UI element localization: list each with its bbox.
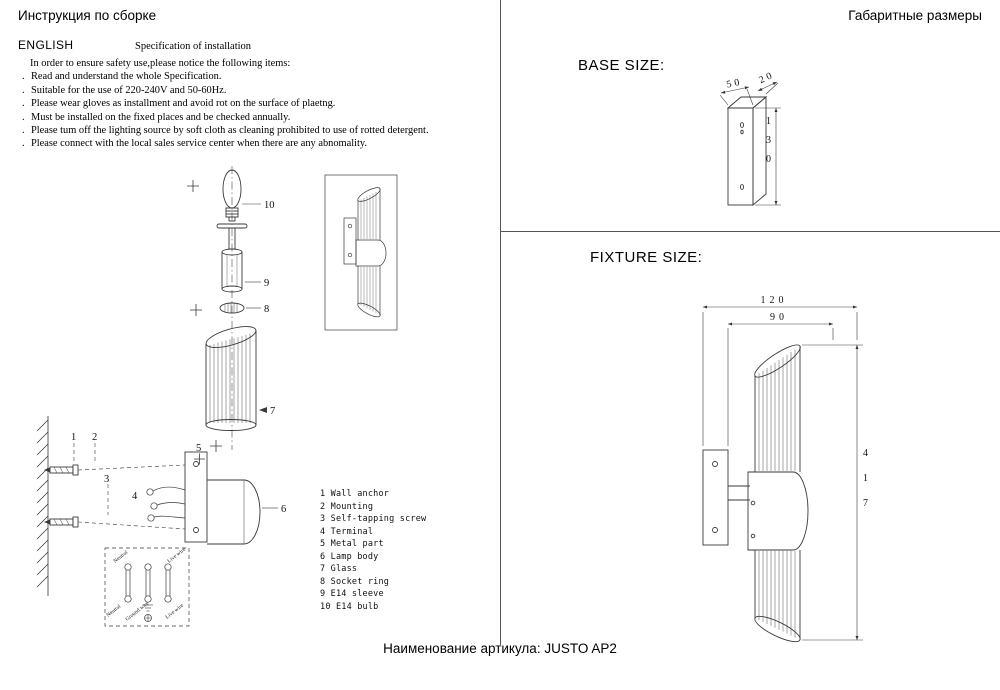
bullet: . xyxy=(22,98,25,110)
wires-drawing xyxy=(147,487,185,521)
part-item: 7 Glass xyxy=(320,564,358,574)
callout-numbers xyxy=(71,200,286,515)
instruction-text: Must be installed on the fixed places and be checked annually. xyxy=(31,111,291,123)
fixture-dimension-text xyxy=(761,295,789,323)
exploded-view-drawing xyxy=(20,158,500,648)
instruction-text: Please connect with the local sales service center when there are any abnomality. xyxy=(31,138,368,150)
callout-metal-part: 5 xyxy=(196,443,202,454)
instruction-text: Suitable for the use of 220-240V and 50-60Hz. xyxy=(31,84,227,96)
screw-cross-icon xyxy=(187,180,222,465)
instruction-list xyxy=(18,57,488,151)
socket-ring-drawing xyxy=(220,303,261,313)
vertical-divider xyxy=(500,0,501,645)
body-band xyxy=(748,472,808,550)
part-item: 6 Lamp body xyxy=(320,551,379,562)
bullet: . xyxy=(22,71,25,83)
callout-glass: 7 xyxy=(270,406,276,417)
callout-anchor: 1 xyxy=(71,432,77,443)
instruction-item xyxy=(18,70,488,83)
fixture-size-label: FIXTURE SIZE: xyxy=(590,249,703,266)
bullet: . xyxy=(22,125,25,137)
fixture-size-drawing xyxy=(670,288,890,648)
assembled-view-inset xyxy=(325,175,397,330)
callout-mounting: 2 xyxy=(92,432,98,443)
sleeve-drawing xyxy=(217,224,261,292)
part-item: 1 Wall anchor xyxy=(320,489,390,499)
wire-label-live: Live wire xyxy=(166,546,187,565)
wire-label-neutral: Neutral xyxy=(105,603,123,619)
part-item: 5 Metal part xyxy=(320,539,384,549)
wire-label-neutral: Neutral xyxy=(112,549,130,565)
base-dimension-text xyxy=(726,69,777,90)
callout-socket-ring: 8 xyxy=(264,304,270,315)
callout-bulb: 10 xyxy=(264,200,275,211)
top-glass-ribs xyxy=(759,349,795,471)
part-item: 10 E14 bulb xyxy=(320,601,379,612)
instruction-item xyxy=(18,124,488,137)
page-title-right: Габаритные размеры xyxy=(848,8,982,23)
instruction-item xyxy=(18,84,488,97)
bullet: . xyxy=(22,111,25,123)
lamp-body-drawing xyxy=(185,452,278,544)
instruction-text: Read and understand the whole Specification. xyxy=(31,71,222,83)
instruction-item xyxy=(18,111,488,124)
page-title-left: Инструкция по сборке xyxy=(18,8,157,23)
wall-plate xyxy=(703,450,728,545)
callout-screw: 3 xyxy=(104,474,110,485)
wire-label-ground: Ground wire xyxy=(124,600,151,623)
part-item: 4 Terminal xyxy=(320,526,374,537)
instruction-item xyxy=(18,97,488,110)
arrow-left-icon xyxy=(259,407,267,413)
base-width-dimension: 50 xyxy=(725,76,744,91)
bulb-drawing xyxy=(223,170,261,221)
instruction-text: Please wear gloves as installment and avoid rot on the surface of plaetng. xyxy=(31,98,336,110)
bullet: . xyxy=(22,84,25,96)
bullet: . xyxy=(22,138,25,150)
wiring-labels xyxy=(106,546,188,622)
specification-heading: Specification of installation xyxy=(135,41,252,52)
language-label: ENGLISH xyxy=(18,38,74,52)
part-item: 3 Self-tapping screw xyxy=(320,514,427,524)
fixture-graphics xyxy=(703,307,863,646)
glass-drawing xyxy=(204,322,267,430)
wire-label-live: Live wire xyxy=(164,602,185,621)
callout-sleeve: 9 xyxy=(264,278,270,289)
part-item: 9 E14 sleeve xyxy=(320,589,384,599)
parts-list xyxy=(320,488,426,613)
bottom-glass-ribs xyxy=(759,551,795,638)
base-size-drawing xyxy=(680,70,810,220)
base-height-dimension: 130 xyxy=(763,116,774,173)
callout-terminal: 4 xyxy=(132,491,138,502)
horizontal-divider xyxy=(500,231,1000,232)
instruction-intro: In order to ensure safety use,please notice the following items: xyxy=(30,58,291,69)
instruction-text: Please tum off the lighting source by soft cloth as cleaning prohibited to use of rotted detergent. xyxy=(31,125,429,137)
fixture-width-dimension: 120 xyxy=(760,295,788,306)
base-size-label: BASE SIZE: xyxy=(578,57,665,74)
fixture-height-dimension: 417 xyxy=(860,448,871,523)
part-item: 8 Socket ring xyxy=(320,576,390,587)
fixture-inner-width-dimension: 90 xyxy=(770,312,788,323)
base-depth-dimension: 20 xyxy=(757,69,777,87)
wall-drawing xyxy=(37,416,48,596)
instruction-item xyxy=(18,137,488,150)
part-item: 2 Mounting xyxy=(320,501,374,512)
article-name: Наименование артикула: JUSTO AP2 xyxy=(383,641,617,656)
callout-lamp-body: 6 xyxy=(281,504,287,515)
